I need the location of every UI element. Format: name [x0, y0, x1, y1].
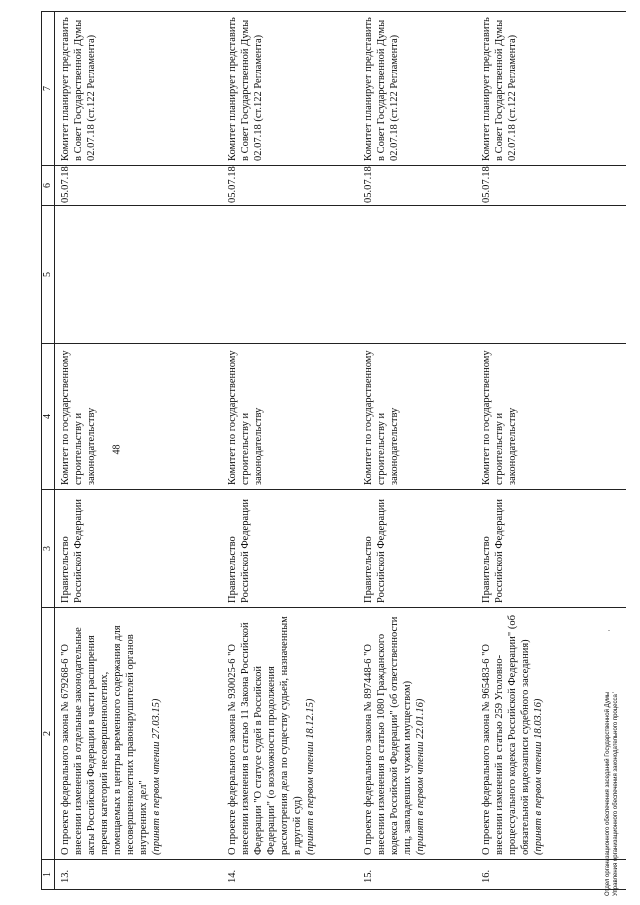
bill-cell [222, 608, 358, 860]
row-number: 13. [55, 860, 222, 890]
initiator: Правительство Российской Федерации [55, 490, 222, 608]
column-header-3: 3 [42, 490, 55, 608]
committee: Комитет по государственному строительству и законодательству [55, 344, 222, 490]
column-header-1: 1 [42, 860, 55, 890]
note: Комитет планирует представить в Совет Государственной Думы 02.07.18 (ст.122 Регламента) [222, 12, 358, 166]
column-header-5: 5 [42, 206, 55, 344]
bill-status: (принят в первом чтении 18.12.15) [304, 698, 316, 855]
bill-title: О проекте федерального закона № 897448-6 "О внесении изменения в статью 1080 Гражданского кодекса Российской Федерации" (об ответственности лиц, завладевших чужим имуществом) [362, 616, 413, 855]
table-row [55, 12, 222, 890]
footer-line: Управления организационного обеспечения законодательного процесса [613, 694, 619, 896]
initiator: Правительство Российской Федерации [476, 490, 626, 608]
footer [604, 692, 620, 896]
bill-status: (принят в первом чтении 27.03.15) [151, 698, 162, 855]
date: 05.07.18 [222, 166, 358, 206]
bill-status: (принят в первом чтении 18.03.16) [532, 698, 544, 855]
rotated-page [41, 12, 631, 890]
column-header-2: 2 [42, 608, 55, 860]
bill-title: О проекте федерального закона № 679268-6 "О внесении изменений в отдельные законодательные акты Российской Федерации в части расширения перечня категорий несовершеннолетних, помещаемых в центры временного содержания для несовершеннолетних правонарушителей органов внутренних дел" [60, 625, 149, 855]
bill-title: О проекте федерального закона № 930025-6 "О внесении изменения в статью 11 Закона Российской Федерации "О статусе судей в Российской Федерации" (о возможности продолжения рассмотрения дела по существу судьей, назначенным в другой суд) [226, 616, 303, 855]
header-row [42, 12, 55, 890]
bill-cell [476, 608, 626, 860]
row-number: 14. [222, 860, 358, 890]
table-row [358, 12, 476, 890]
committee: Комитет по государственному строительству и законодательству [222, 344, 358, 490]
committee: Комитет по государственному строительству и законодательству [358, 344, 476, 490]
bill-status: (принят в первом чтении 22.01.16) [414, 698, 426, 855]
committee: Комитет по государственному строительству и законодательству [476, 344, 626, 490]
scan-speck: · [608, 691, 618, 694]
column-header-7: 7 [42, 12, 55, 166]
column-5-cell [476, 206, 626, 344]
initiator: Правительство Российской Федерации [358, 490, 476, 608]
footer-line: Отдел организационного обеспечения заседаний Государственной Думы [605, 691, 611, 896]
scan-speck: · [604, 629, 614, 632]
page-number: 48 [111, 444, 123, 455]
table-row [222, 12, 358, 890]
column-header-4: 4 [42, 344, 55, 490]
row-number: 16. [476, 860, 626, 890]
row-number: 15. [358, 860, 476, 890]
table-row [476, 12, 626, 890]
note: Комитет планирует представить в Совет Государственной Думы 02.07.18 (ст.122 Регламента) [55, 12, 222, 166]
note: Комитет планирует представить в Совет Государственной Думы 02.07.18 (ст.122 Регламента) [476, 12, 626, 166]
initiator: Правительство Российской Федерации [222, 490, 358, 608]
bill-cell [55, 608, 222, 860]
date: 05.07.18 [476, 166, 626, 206]
date: 05.07.18 [55, 166, 222, 206]
column-5-cell [55, 206, 222, 344]
bill-title: О проекте федерального закона № 965483-6 "О внесении изменений в статью 259 Уголовно-процессуального кодекса Российской Федерации" (об обязательной видеозаписи судебного заседания) [480, 615, 531, 855]
column-5-cell [358, 206, 476, 344]
note: Комитет планирует представить в Совет Государственной Думы 02.07.18 (ст.122 Регламента) [358, 12, 476, 166]
column-5-cell [222, 206, 358, 344]
legislation-table [41, 11, 626, 890]
column-header-6: 6 [42, 166, 55, 206]
bill-cell [358, 608, 476, 860]
date: 05.07.18 [358, 166, 476, 206]
